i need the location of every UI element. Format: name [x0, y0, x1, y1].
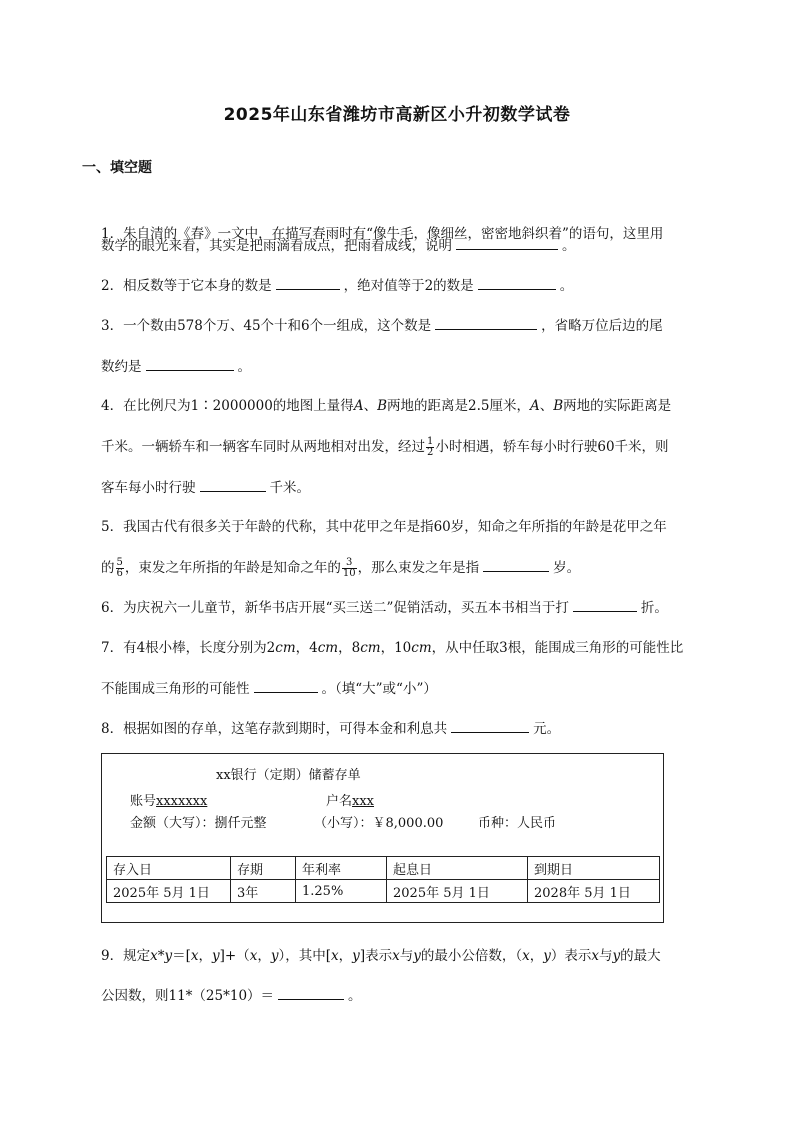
question-7-text: 7．有4根小棒，长度分别为2	[101, 640, 276, 656]
answer-blank-2a[interactable]	[276, 275, 340, 290]
question-9-text: ），其中[	[278, 948, 332, 964]
question-9-text: ，	[198, 948, 213, 964]
var-x: x	[591, 948, 599, 964]
question-4-text-e: 小时相遇，轿车每小时行驶60千米，则	[435, 439, 669, 455]
question-7-text: ，从中任取3根，能围成三角形的可能性比	[431, 640, 684, 656]
question-1-end: 。	[562, 238, 576, 254]
question-6-end: 折。	[640, 600, 668, 616]
var-y: y	[612, 948, 621, 964]
question-4-text-c: 两地的实际距离是	[563, 398, 672, 414]
question-4-line-1	[101, 396, 671, 416]
question-9-text: 与	[399, 948, 414, 964]
var-b: B	[377, 398, 387, 414]
table-header: 年利率	[296, 857, 387, 880]
question-8	[101, 718, 560, 739]
var-a: A	[353, 398, 364, 414]
question-4-text-d: 千米。一辆轿车和一辆客车同时从两地相对出发，经过	[101, 439, 425, 455]
account-label: 账号	[130, 794, 157, 809]
question-9-line-1	[101, 946, 661, 966]
answer-blank-4[interactable]	[200, 477, 266, 492]
slip-table	[106, 856, 660, 903]
question-6	[101, 597, 668, 618]
var-x: x	[249, 948, 258, 964]
table-cell: 2025年 5月 1日	[107, 880, 231, 903]
deposit-slip	[101, 753, 664, 923]
question-4-text-b: 两地的距离是2.5厘米，	[386, 398, 530, 414]
answer-blank-2b[interactable]	[478, 275, 556, 290]
var-y: y	[212, 948, 220, 964]
question-9-text: ]+（	[219, 948, 250, 964]
table-row	[107, 880, 660, 903]
question-1-line-2-content	[101, 235, 576, 256]
question-1-text-cont: 数学的眼光来看，其实是把雨滴看成点，把雨看成线，说明	[101, 238, 452, 254]
question-3-line-1	[101, 315, 663, 336]
answer-blank-6[interactable]	[573, 597, 637, 612]
question-9-text: 9．规定	[101, 948, 151, 964]
table-header: 存入日	[107, 857, 231, 880]
question-7-text-b: 不能围成三角形的可能性	[101, 681, 250, 697]
question-9-text: 的最大	[620, 948, 661, 964]
answer-blank-3b[interactable]	[146, 356, 234, 371]
fraction-denominator: 10	[342, 568, 356, 579]
question-3-text-b: ，省略万位后边的尾	[541, 318, 663, 334]
question-7-text: ，4	[295, 640, 318, 656]
answer-blank-1[interactable]	[456, 235, 558, 250]
unit-cm: cm	[275, 640, 296, 656]
slip-title: xx银行（定期）储蓄存单	[216, 768, 361, 783]
question-4-line-2	[101, 437, 669, 458]
question-9-text: ＝[	[172, 948, 191, 964]
var-x: x	[190, 948, 199, 964]
question-2	[101, 275, 573, 296]
question-5-end: 岁。	[553, 560, 581, 576]
answer-blank-9[interactable]	[278, 985, 344, 1000]
fraction-numerator: 3	[342, 558, 357, 569]
table-cell: 2025年 5月 1日	[387, 880, 528, 903]
question-3-line-2	[101, 356, 251, 377]
question-4-text-f: 客车每小时行驶	[101, 480, 196, 496]
table-header: 起息日	[387, 857, 528, 880]
page-title: 2025年山东省潍坊市高新区小升初数学试卷	[223, 105, 571, 125]
var-x: x	[522, 948, 530, 964]
question-4-line-3	[101, 477, 310, 498]
question-7-end: 。（填“大”或“小”）	[321, 681, 437, 697]
slip-amount-small	[314, 812, 443, 831]
question-7-line-1	[101, 638, 683, 658]
slip-currency	[478, 812, 556, 831]
fraction-denominator: 6	[116, 568, 123, 579]
var-y: y	[164, 948, 173, 964]
question-5-line-1	[101, 517, 667, 537]
currency: 币种：人民币	[478, 816, 557, 831]
answer-blank-8[interactable]	[451, 718, 529, 733]
question-4-sep: 、	[539, 398, 554, 414]
question-8-end: 元。	[533, 721, 561, 737]
table-cell: 2028年 5月 1日	[528, 880, 660, 903]
account-value: xxxxxxx	[156, 794, 208, 809]
fraction-five-sixths	[116, 558, 124, 579]
question-9-text: 的最小公倍数，（	[420, 948, 523, 964]
question-9-text: ，	[257, 948, 271, 964]
var-a: A	[529, 398, 540, 414]
question-3-text: 3．一个数由578个万、45个十和6个一组成，这个数是	[101, 318, 432, 334]
question-8-text: 8．根据如图的存单，这笔存款到期时，可得本金和利息共	[101, 721, 448, 737]
fraction-numerator: 1	[427, 436, 434, 447]
answer-blank-7[interactable]	[254, 678, 318, 693]
slip-name	[326, 790, 374, 809]
question-5-line-2	[101, 557, 580, 579]
fraction-three-tenths	[342, 558, 357, 579]
table-header: 到期日	[528, 857, 660, 880]
amount-figures: （小写）：￥8,000.00	[314, 816, 444, 831]
var-x: x	[331, 948, 339, 964]
section-heading: 一、填空题	[82, 160, 152, 176]
table-cell: 1.25%	[296, 880, 387, 903]
name-label: 户名	[326, 794, 353, 809]
question-5-text-b: 的	[101, 560, 115, 576]
table-header: 存期	[231, 857, 296, 880]
unit-cm: cm	[317, 640, 339, 656]
var-x: x	[392, 948, 400, 964]
question-7-line-2	[101, 678, 437, 699]
fraction-denominator: 2	[427, 447, 434, 458]
answer-blank-3a[interactable]	[435, 315, 537, 330]
unit-cm: cm	[360, 640, 381, 656]
question-3-end: 。	[237, 359, 251, 375]
slip-account	[130, 790, 207, 809]
var-b: B	[553, 398, 564, 414]
question-2-end: 。	[559, 278, 574, 294]
question-5-text-c: ，束发之年所指的年龄是知命之年的	[124, 560, 341, 576]
question-9-text: 与	[599, 948, 613, 964]
table-header-row	[107, 857, 660, 880]
question-9-end: 。	[348, 988, 362, 1004]
question-3-text-c: 数约是	[101, 359, 142, 375]
slip-amount	[130, 812, 267, 831]
question-1-text: 1．朱自清的《春》一文中，在描写春雨时有“像牛毛，像细丝，密密地斜织着”的语句，这里用	[101, 226, 664, 242]
fraction-numerator: 5	[116, 557, 123, 568]
question-6-text: 6．为庆祝六一儿童节，新华书店开展“买三送二”促销活动，买五本书相当于打	[101, 600, 569, 616]
name-value: xxx	[352, 794, 375, 809]
table-cell: 3年	[231, 880, 296, 903]
var-y: y	[543, 948, 551, 964]
question-9-text: ，	[338, 948, 353, 964]
question-7-text: ，10	[380, 640, 412, 656]
question-5-text: 5．我国古代有很多关于年龄的代称，其中花甲之年是指60岁，知命之年所指的年龄是花甲之年	[101, 519, 667, 535]
operator-star: *	[157, 948, 165, 964]
question-5-text-d: ，那么束发之年是指	[357, 560, 480, 576]
var-y: y	[270, 948, 279, 964]
question-2-text-b: ，绝对值等于2的数是	[343, 278, 474, 294]
amount-words: 金额（大写）：捌仟元整	[130, 816, 267, 831]
question-9-text: ）表示	[550, 948, 592, 964]
answer-blank-5[interactable]	[483, 557, 549, 572]
question-9-text: ，	[529, 948, 544, 964]
question-2-text: 2．相反数等于它本身的数是	[101, 278, 272, 294]
question-4-sep: 、	[363, 398, 378, 414]
fraction-one-half	[426, 437, 434, 458]
unit-cm: cm	[411, 640, 432, 656]
question-9-text-b: 公因数，则11*（25*10）＝	[101, 988, 275, 1004]
var-y: y	[413, 948, 421, 964]
question-4-end: 千米。	[269, 480, 310, 496]
question-4-text: 4．在比例尺为1∶2000000的地图上量得	[101, 398, 354, 414]
question-7-text: ，8	[338, 640, 361, 656]
var-y: y	[352, 948, 360, 964]
question-9-text: ]表示	[359, 948, 393, 964]
question-9-line-2	[101, 985, 362, 1006]
var-x: x	[150, 948, 158, 964]
